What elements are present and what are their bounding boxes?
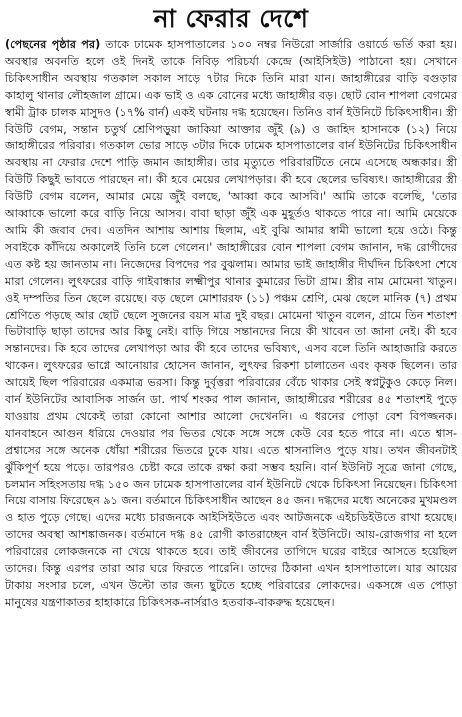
article-body-text: তাকে ঢামেক হাসপাতালের ১০০ নম্বর নিউরো সার্জারি ওয়ার্ডে ভর্তি করা হয়। অবস্থার অবনতি হলে ওই দিনই তাকে নিবিড় পরিচর্যা কেন্দ্রে (আইসিইউ) পাঠানো হয়। সেখানে চিকিৎসাধীন অবস্থায় গতকাল সকাল সাড়ে ৭টার দিকে তিনি মারা যান। জাহাঙ্গীরের বাড়ি বগুড়ার কাহালু থানার লৌহজাল গ্রামে। এক ভাই ও এক বোনের মধ্যে জাহাঙ্গীর বড়। ছোট বোন শাপলা বেগমের স্বামী ট্রাক চালক মাসুদও (১৭% বার্ন) একই ঘটনায় দগ্ধ হয়েছেন। তিনিও বার্ন ইউনিটে চিকিৎসাধীন। স্ত্রী বিউটি বেগম, সন্তান চতুর্থ শ্রেণিপড়ুয়া জাকিয়া আক্তার জুঁই (৯) ও জাহিদ হাসানকে (১২) নিয়ে জাহাঙ্গীরের পরিবার। গতকাল ভোর সাড়ে ৩টার দিকে ঢামেক হাসপাতালের বার্ন ইউনিটের চিকিৎসাধীন অবস্থায় না ফেরার দেশে পাড়ি জমান জাহাঙ্গীর। তার মৃত্যুতে পরিবারটিতে নেমে এসেছে অন্ধকার। স্ত্রী বিউটি কিছুই ভাবতে পারছেন না। কী হবে মেয়ের লেখাপড়ার। কী হবে ছেলের ভবিষ্যৎ। জাহাঙ্গীরের স্ত্রী বিউটি বেগম বলেন, আমার মেয়ে জুঁই বলছে, 'আব্বা কবে আসবি।' আমি তাকে বলেছি, 'তোর আব্বাকে ভালো করে বাড়ি নিয়ে আসব। বাবা ছাড়া জুঁই এক মুহূর্তও থাকতে পারে না। আমি মেয়েকে আমি কী জবাব দেব। এতদিন আশায় আশায় ছিলাম, এই বুঝি আমার স্বামী ভালো হয়ে ওঠে। কিন্তু সবাইকে কাঁদিয়ে অকালেই তিনি চলে গেলেন।' জাহাঙ্গীরের বোন শাপলা বেগম জানান, দগ্ধ রোগীদের এত কষ্ট হয় জানতাম না। নিজেদের বিপদের পর বুঝলাম। আমার ভাই জাহাঙ্গীর দীর্ঘদিন চিকিৎসা শেষে মারা গেলেন। লুৎফরের বাড়ি গাইবান্ধার লক্ষ্মীপুর থানার কুমারের ভিটা গ্রাম। স্ত্রীর নাম মোমেনা খাতুন। ওই দম্পতির তিন ছেলে রয়েছে। বড় ছেলে মোশাররফ (১১) পঞ্চম শ্রেণি, মেঝ ছেলে মানিক (৭) প্রথম শ্রেণিতে পড়ছে আর ছোট ছেলে সুজনের বয়স মাত্র দুই বছর। মোমেনা খাতুন বলেন, গ্রামে তিন শতাংশ ভিটাবাড়ি ছাড়া তাদের আর কিছু নেই। বাড়ি গিয়ে সন্তানদের নিয়ে কী খাবেন তা জানা নেই। কী হবে সন্তানদের। কি হবে তাদের লেখাপড়া আর কী হবে তাদের ভবিষ্যৎ, এসব বলে তিনি আহাজারি করতে থাকেন। লুৎফরের ভাগ্নে আনোয়ার হোসেন জানান, লুৎফর রিকশা চালাতেন এবং কৃষক ছিলেন। তার আয়েই ছিল পরিবারের একমাত্র ভরসা। কিন্তু দুর্বৃত্তরা পরিবারের বেঁচে থাকার সেই স্বপ্নটুকুও কেড়ে নিল। বার্ন ইউনিটের আবাসিক সার্জন ডা. পার্থ শংকর পাল জানান, জাহাঙ্গীরের শরীরের ৪৫ শতাংশই পুড়ে যাওয়ায় প্রথম থেকেই তারা কোনো আশার আলো দেখেননি। এ ধরনের পোড়া বেশ বিপজ্জনক। যানবাহনে আগুন ধরিয়ে দেওয়ার পর ভিতর থেকে সঙ্গে সঙ্গে কেউ বের হতে পারে না। এতে শ্বাস-প্রশ্বাসের সঙ্গে অনেক ধোঁয়া শরীরের ভিতরে ঢুকে যায়। এতে শ্বাসনালিও পুড়ে যায়। তখন জীবনটাই ঝুঁকিপূর্ণ হয়ে পড়ে। তারপরও চেষ্টা করে তাকে রক্ষা করা সম্ভব হয়নি। বার্ন ইউনিট সূত্রে জানা গেছে, চলমান সহিংসতায় দগ্ধ ১৫০ জন ঢামেক হাসপাতালের বার্ন ইউনিটে থেকে চিকিৎসা নিয়েছেন। চিকিৎসা নিয়ে বাসায় ফিরেছেন ৯১ জন। বর্তমানে চিকিৎসাধীন আছেন ৪৫ জন। দগ্ধদের মধ্যে অনেকের মুখমণ্ডল ও হাত পুড়ে গেছে। এদের মধ্যে চারজনকে আইসিইউতে এবং আটজনকে এইচডিইউতে রাখা হয়েছে। তাদের অবস্থা আশঙ্কাজনক। বর্তমানে দগ্ধ ৪৫ রোগী কাতরাচ্ছেন বার্ন ইউনিটে। আয়-রোজগার না হলে পরিবারের লোকজনকে না খেয়ে থাকতে হবে। তাই জীবনের তাগিদে ঘরের বাইরে আসতে হয়েছিল তাদের। কিন্তু এরপর তারা আর ঘরে ফিরতে পারেনি। তাদের ঠিকানা এখন হাসপাতালে। যার আয়ের টাকায় সংসার চলে, এখন উল্টো তার জন্য ছুটতে হচ্ছে পরিবারের লোকদের। একসঙ্গে এত পোড়া মানুষের যন্ত্রণাকাতর হাহাকারে চিকিৎসক-নার্সরাও হতবাক-বাকরুদ্ধ হয়েছেন। — [5, 38, 457, 609]
continuation-note: (পেছনের পৃষ্ঠার পর) — [5, 38, 101, 51]
headline: না ফেরার দেশে — [153, 4, 309, 33]
article-body — [5, 37, 457, 612]
